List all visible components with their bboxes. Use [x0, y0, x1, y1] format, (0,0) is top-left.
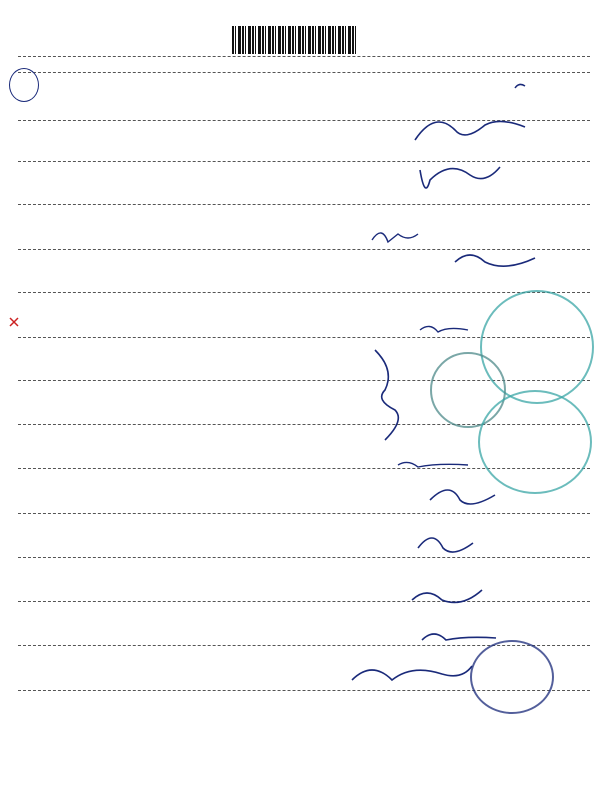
signature-13: [422, 634, 496, 640]
signature-3: [420, 167, 500, 188]
brace-mark: [375, 350, 398, 440]
signature-4: [372, 233, 418, 242]
signature-12: [412, 590, 482, 602]
signature-2: [415, 121, 525, 140]
tick-mark: [515, 84, 525, 88]
company-seal: [478, 390, 592, 494]
signature-5: [455, 255, 535, 266]
signature-11: [418, 538, 473, 552]
trader-seal: [470, 640, 554, 714]
signature-10: [430, 490, 495, 504]
signature-6: [420, 326, 468, 332]
signature-9: [398, 462, 468, 467]
cross-mark: [10, 318, 18, 326]
signature-14: [352, 666, 472, 680]
